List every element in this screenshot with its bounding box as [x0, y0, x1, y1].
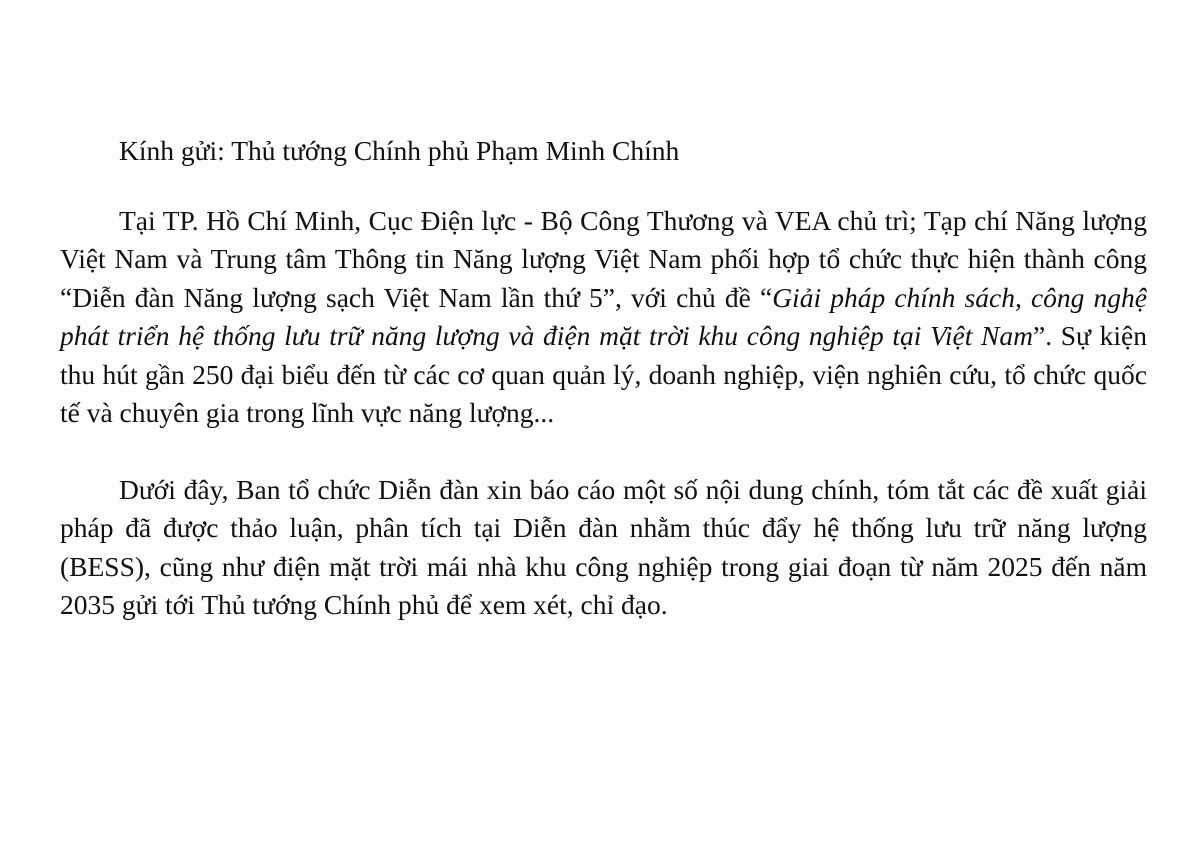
- paragraph-event-report: [60, 202, 1147, 433]
- paragraph-event-intro: Tại TP. Hồ Chí Minh, Cục Điện lực - Bộ Công Thương và VEA chủ trì; Tạp chí Năng lượng Việt Nam và Trung tâm Thông tin Năng lượng Việt Nam phối hợp tổ chức thực hiện thành công “Diễn đàn Năng lượng sạch Việt Nam lần thứ 5”, với chủ đề “: [60, 204, 1147, 313]
- forum-topic-italic: Giải pháp chính sách, công nghệ phát triển hệ thống lưu trữ năng lượng và điện mặt trời khu công nghiệp tại Việt Nam: [60, 281, 1147, 351]
- salutation-line: Kính gửi: Thủ tướng Chính phủ Phạm Minh Chính: [119, 135, 680, 166]
- document-body: [60, 132, 1147, 625]
- paragraph-event-attendance: ”. Sự kiện thu hút gần 250 đại biểu đến từ các cơ quan quản lý, doanh nghiệp, viện nghiên cứu, tổ chức quốc tế và chuyên gia trong lĩnh vực năng lượng...: [60, 320, 1147, 428]
- paragraph-summary-proposal: Dưới đây, Ban tổ chức Diễn đàn xin báo cáo một số nội dung chính, tóm tắt các đề xuất giải pháp đã được thảo luận, phân tích tại Diễn đàn nhằm thúc đẩy hệ thống lưu trữ năng lượng (BESS), cũng như điện mặt trời mái nhà khu công nghiệp trong giai đoạn từ năm 2025 đến năm 2035 gửi tới Thủ tướng Chính phủ để xem xét, chỉ đạo.: [60, 473, 1147, 620]
